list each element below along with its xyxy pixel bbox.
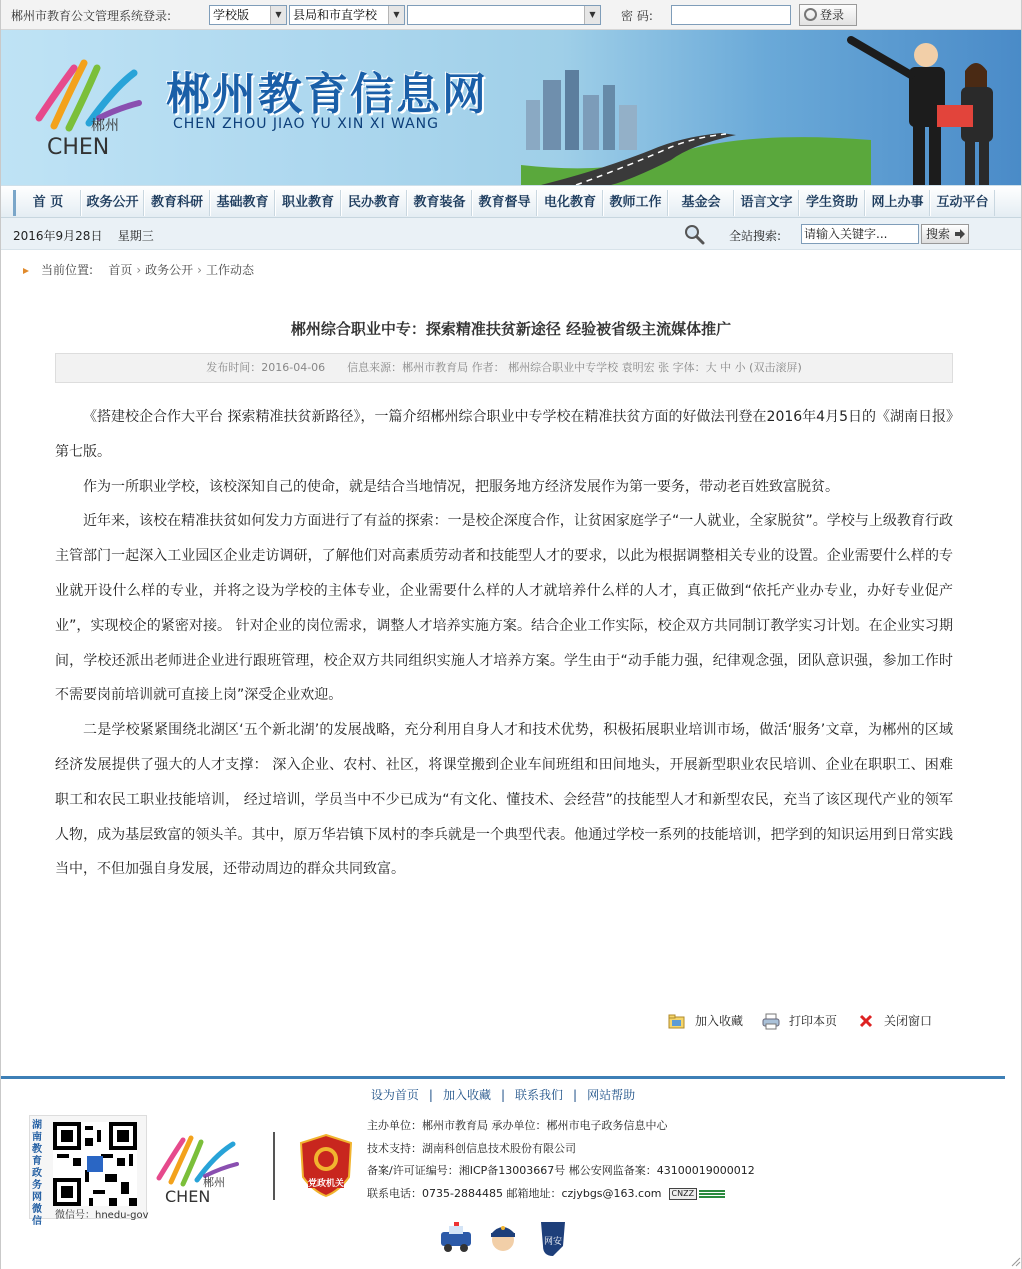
- nav-item-government[interactable]: 政务公开: [81, 190, 144, 216]
- footer-separator: |: [428, 1088, 433, 1102]
- article-paragraph: 近年来，该校在精准扶贫如何发力方面进行了有益的探索：一是校企深度合作，让贫困家庭学子“一人就业，全家脱贫”。学校与上级教育行政主管部门一起深入工业园区企业走访调研，了解他们对高素质劳动者和技能型人才的要求，以此为根据调整相关专业的设置。企业需要什么样的专业就开设什么样的专业，并将之设为学校的主体专业，企业需要什么样的人才就培养什么样的人才，真正做到“依托产业办专业，办好专业促产业”，实现校企的紧密对接。 针对企业的岗位需求，调整人才培养实施方案。结合企业工作实际，校企双方共同制订教学实习计划。在企业实习期间，学校还派出老师进企业进行跟班管理，校企双方共同组织实施人才培养方案。学生由于“动手能力强，纪律观念强，团队意识强，参加工作时不需要岗前培训就可直接上岗”深受企业欢迎。: [55, 513, 953, 704]
- police-badge-text: 网安: [543, 1237, 563, 1247]
- logo-text-en: CHEN: [47, 135, 110, 158]
- password-input[interactable]: [671, 5, 791, 25]
- triangle-bullet-icon: [23, 268, 29, 274]
- close-icon: [857, 1012, 875, 1030]
- breadcrumb: [23, 261, 254, 278]
- nav-item-teachers[interactable]: 教师工作: [603, 190, 668, 216]
- footer-logo-text-cn: 郴州: [203, 1176, 225, 1189]
- badge-text: 党政机关: [307, 1179, 345, 1189]
- article-paragraph: 《搭建校企合作大平台 探索精准扶贫新路径》，一篇介绍郴州综合职业中专学校在精准扶贫方面的好做法刊登在2016年4月5日的《湖南日报》第七版。: [55, 409, 953, 460]
- footer-separator: |: [573, 1088, 578, 1102]
- internet-police-badge-icon: [541, 1222, 565, 1256]
- footer-separator: |: [500, 1088, 506, 1102]
- search-input[interactable]: 请输入关键字...: [801, 224, 919, 244]
- people-image: [841, 35, 1011, 185]
- footer-divider: [1, 1076, 1005, 1079]
- main-nav: [1, 185, 1021, 218]
- nav-item-interactive[interactable]: 互动平台: [930, 190, 995, 216]
- nav-item-basic-education[interactable]: 基础教育: [210, 190, 275, 216]
- login-bar: [1, 0, 1021, 30]
- folder-star-icon: [668, 1012, 686, 1030]
- road-image: [521, 125, 871, 185]
- login-label: 郴州市教育公文管理系统登录:: [11, 9, 172, 23]
- article-paragraph: 二是学校紧紧围绕北湖区‘五个新北湖’的发展战略，充分利用自身人才和技术优势，积极拓展职业培训市场，做活‘服务’文章，为郴州的区域经济发展提供了强大的人才支撑： 深入企业、农村、社区，将课堂搬到企业车间班组和田间地头，开展新型职业农民培训、企业在职职工、困难职工和农民工职业技能培训， 经过培训，学员当中不少已成为“有文化、懂技术、会经营”的技能型人才和新型农民，充当了该区现代产业的领军人物，成为基层致富的领头羊。其中，原万华岩镇下凤村的李兵就是一个典型代表。他通过学校一系列的技能培训，把学到的知识运用到日常实践当中，不但加强自身发展，还带动周边的群众共同致富。: [55, 722, 953, 878]
- site-subtitle: CHEN ZHOU JIAO YU XIN XI WANG: [173, 116, 440, 132]
- footer-contact: 联系电话：0735-2884485 邮箱地址：czjybgs@163.com: [367, 1186, 662, 1200]
- login-button[interactable]: [799, 4, 857, 26]
- nav-item-private[interactable]: 民办教育: [341, 190, 407, 216]
- search-button[interactable]: [921, 224, 969, 244]
- chevron-down-icon: ▼: [584, 6, 600, 24]
- footer-link-favorite[interactable]: 加入收藏: [442, 1088, 491, 1102]
- footer-link-set-home[interactable]: 设为首页: [370, 1088, 419, 1102]
- nav-item-home[interactable]: 首 页: [13, 190, 81, 216]
- police-officer-icon: [491, 1226, 515, 1251]
- resize-grip-icon[interactable]: [1009, 1255, 1021, 1267]
- site-title: 郴州教育信息网: [166, 69, 488, 120]
- footer-info: [367, 1115, 755, 1205]
- weekday-text: 星期三: [117, 229, 154, 243]
- nav-item-supervision[interactable]: 教育督导: [472, 190, 537, 216]
- article-title: 郴州综合职业中专：探索精准扶贫新途径 经验被省级主流媒体推广: [290, 320, 732, 338]
- breadcrumb-separator: ›: [197, 263, 202, 277]
- search-label: 全站搜索:: [729, 229, 782, 243]
- qr-side-label: 湖南教育政务网微信: [32, 1120, 42, 1227]
- print-label: 打印本页: [789, 1014, 838, 1028]
- article-paragraph: 作为一所职业学校，该校深知自己的使命，就是结合当地情况，把服务地方经济发展作为第一要务，带动老百姓致富脱贫。: [83, 478, 839, 495]
- footer-logo-text-en: CHEN: [165, 1187, 211, 1205]
- region-value: 县局和市直学校: [293, 8, 378, 22]
- breadcrumb-separator: ›: [136, 263, 142, 277]
- chevron-down-icon: ▼: [388, 6, 404, 24]
- qr-code-icon: [53, 1122, 137, 1206]
- school-type-select[interactable]: [209, 5, 287, 25]
- school-select[interactable]: [407, 5, 601, 25]
- logo-text-cn: 郴州: [91, 118, 119, 134]
- nav-item-audiovisual[interactable]: 电化教育: [537, 190, 603, 216]
- region-select[interactable]: [289, 5, 405, 25]
- qr-caption: 微信号：hnedu-gov: [55, 1210, 149, 1221]
- footer-link-help[interactable]: 网站帮助: [587, 1088, 636, 1102]
- cnzz-badge[interactable]: CNZZ: [669, 1188, 698, 1200]
- search-button-label: 搜索: [926, 227, 951, 241]
- power-icon: [804, 8, 817, 21]
- nav-item-student-aid[interactable]: 学生资助: [799, 190, 865, 216]
- footer-link-contact[interactable]: 联系我们: [515, 1088, 564, 1102]
- chevron-down-icon: ▼: [270, 6, 286, 24]
- add-favorite-label: 加入收藏: [695, 1014, 744, 1028]
- footer-tech-support: 技术支持：湖南科创信息技术股份有限公司: [367, 1141, 576, 1155]
- footer-contact-line: [367, 1183, 755, 1206]
- chen-logo: [29, 48, 149, 158]
- stat-bars-icon: [699, 1190, 725, 1198]
- close-window-label: 关闭窗口: [884, 1014, 933, 1028]
- current-date: [13, 227, 154, 244]
- nav-item-equipment[interactable]: 教育装备: [407, 190, 472, 216]
- footer-links: [1, 1086, 1005, 1103]
- nav-item-online-service[interactable]: 网上办事: [865, 190, 930, 216]
- magnifier-icon: [683, 223, 705, 245]
- article-meta: 发布时间：2016-04-06 信息来源：郴州市教育局 作者： 郴州综合职业中专学校 袁明宏 张 字体：大 中 小 (双击滚屏): [55, 353, 953, 383]
- banner: [1, 30, 1021, 185]
- school-type-value: 学校版: [213, 8, 250, 22]
- nav-item-language[interactable]: 语言文字: [734, 190, 799, 216]
- breadcrumb-item-home[interactable]: 首页: [108, 263, 133, 277]
- breadcrumb-item-government[interactable]: 政务公开: [145, 263, 194, 277]
- date-search-bar: [1, 218, 1021, 250]
- footer-logo-divider: [273, 1132, 275, 1200]
- chen-footer-logo: [153, 1130, 245, 1205]
- date-text: 2016年9月28日: [13, 229, 103, 243]
- printer-icon: [762, 1012, 780, 1030]
- nav-item-research[interactable]: 教育科研: [144, 190, 210, 216]
- party-government-badge[interactable]: [299, 1133, 353, 1198]
- footer-sponsor: 主办单位：郴州市教育局 承办单位：郴州市电子政务信息中心: [367, 1119, 668, 1132]
- nav-item-vocational[interactable]: 职业教育: [275, 190, 341, 216]
- police-badges: [437, 1218, 577, 1258]
- password-label: 密 码:: [621, 9, 653, 23]
- nav-item-foundation[interactable]: 基金会: [668, 190, 734, 216]
- arrow-right-icon: [955, 229, 965, 239]
- breadcrumb-label: 当前位置:: [41, 263, 94, 277]
- breadcrumb-item-work-news[interactable]: 工作动态: [205, 263, 254, 277]
- article-body: [55, 400, 953, 887]
- police-car-icon: [441, 1222, 471, 1252]
- footer-icp: 备案/许可证编号：湘ICP备13003667号 郴公安网监备案：43100019000012: [367, 1164, 755, 1177]
- login-button-label: 登录: [820, 8, 845, 22]
